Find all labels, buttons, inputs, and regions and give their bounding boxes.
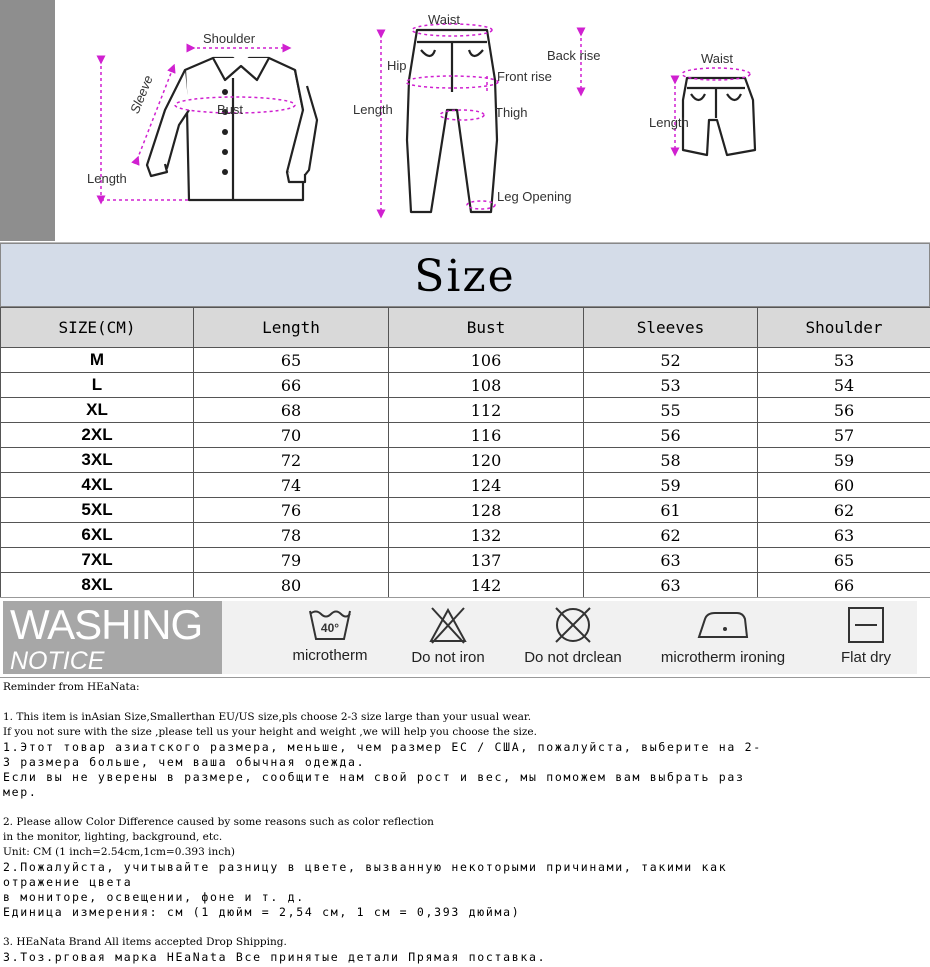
wash-temperature: 40° bbox=[320, 621, 340, 635]
size-cell: L bbox=[1, 373, 194, 398]
bust-cell: 120 bbox=[389, 448, 584, 473]
size-title: Size bbox=[414, 251, 516, 302]
header-bust: Bust bbox=[389, 308, 584, 348]
table-row bbox=[1, 573, 930, 598]
spacer bbox=[3, 920, 928, 935]
length-cell: 70 bbox=[194, 423, 389, 448]
shoulder-cell: 62 bbox=[758, 498, 930, 523]
care-label: microtherm ironing bbox=[660, 649, 786, 666]
shorts-illustration bbox=[683, 78, 755, 155]
shoulder-cell: 60 bbox=[758, 473, 930, 498]
pants-illustration bbox=[407, 30, 497, 212]
size-cell: M bbox=[1, 348, 194, 373]
washing-notice-section bbox=[0, 597, 930, 678]
note-1-en: 1. This item is inAsian Size,Smallerthan EU/US size,pls choose 2-3 size large than your usual wear. bbox=[3, 711, 532, 723]
sleeves-cell: 63 bbox=[584, 573, 758, 598]
bust-cell: 142 bbox=[389, 573, 584, 598]
size-chart-table bbox=[0, 307, 930, 598]
sleeves-cell: 62 bbox=[584, 523, 758, 548]
length-cell: 76 bbox=[194, 498, 389, 523]
wash-40-icon bbox=[307, 605, 353, 643]
note-2-unit: Unit: CM (1 inch=2.54cm,1cm=0.393 inch) bbox=[3, 846, 235, 858]
care-item-wash bbox=[280, 605, 380, 673]
care-label: Do not drclean bbox=[524, 649, 622, 666]
care-icons-strip bbox=[222, 601, 917, 674]
garment-illustrations bbox=[55, 0, 930, 241]
note-3-en: 3. HEaNata Brand All items accepted Drop Shipping. bbox=[3, 936, 287, 948]
length-cell: 66 bbox=[194, 373, 389, 398]
shirt-length-label: Length bbox=[87, 171, 127, 186]
measurement-diagram-section bbox=[0, 0, 930, 243]
length-cell: 74 bbox=[194, 473, 389, 498]
brand-logo bbox=[0, 0, 55, 241]
length-cell: 65 bbox=[194, 348, 389, 373]
care-item-low-iron bbox=[648, 605, 798, 673]
shoulder-cell: 59 bbox=[758, 448, 930, 473]
length-cell: 68 bbox=[194, 398, 389, 423]
spacer bbox=[3, 695, 928, 710]
hip-label: Hip bbox=[387, 58, 407, 73]
header-length: Length bbox=[194, 308, 389, 348]
header-sleeves: Sleeves bbox=[584, 308, 758, 348]
bust-cell: 112 bbox=[389, 398, 584, 423]
note-2-en-cont: in the monitor, lighting, background, etc. bbox=[3, 831, 223, 843]
pants-waist-label: Waist bbox=[428, 12, 461, 27]
pants-length-label: Length bbox=[353, 102, 393, 117]
washing-subtitle: NOTICE bbox=[10, 647, 105, 675]
flat-dry-icon bbox=[846, 605, 886, 645]
note-2-ru-unit: Единица измерения: см (1 дюйм = 2,54 см, 1 см = 0,393 дюйма) bbox=[3, 905, 521, 919]
shoulder-cell: 63 bbox=[758, 523, 930, 548]
table-header-row bbox=[1, 308, 930, 348]
sleeves-cell: 56 bbox=[584, 423, 758, 448]
washing-title: WASHING bbox=[10, 601, 203, 648]
table-row bbox=[1, 523, 930, 548]
shirt-illustration bbox=[147, 58, 317, 200]
leg-opening-label: Leg Opening bbox=[497, 189, 572, 204]
note-3-ru: 3.Тоз.рговая марка HEaNata Все принятые детали Прямая поставка. bbox=[3, 950, 547, 964]
care-label: microtherm bbox=[292, 647, 368, 664]
care-item-no-iron bbox=[398, 605, 498, 673]
length-cell: 79 bbox=[194, 548, 389, 573]
garment-diagrams bbox=[55, 0, 930, 241]
reminder-notes bbox=[3, 680, 928, 965]
sleeves-cell: 52 bbox=[584, 348, 758, 373]
sleeves-cell: 53 bbox=[584, 373, 758, 398]
size-cell: XL bbox=[1, 398, 194, 423]
sleeves-cell: 58 bbox=[584, 448, 758, 473]
shoulder-label: Shoulder bbox=[203, 31, 256, 46]
size-cell: 3XL bbox=[1, 448, 194, 473]
note-2-en: 2. Please allow Color Difference caused by some reasons such as color reflection bbox=[3, 816, 434, 828]
bust-cell: 108 bbox=[389, 373, 584, 398]
bust-cell: 116 bbox=[389, 423, 584, 448]
shoulder-cell: 54 bbox=[758, 373, 930, 398]
length-cell: 80 bbox=[194, 573, 389, 598]
low-iron-icon bbox=[693, 605, 753, 645]
size-cell: 6XL bbox=[1, 523, 194, 548]
note-1-ru-cont: 3 размера больше, чем ваша обычная одежда. bbox=[3, 755, 366, 769]
table-row bbox=[1, 398, 930, 423]
thigh-label: Thigh bbox=[495, 105, 528, 120]
note-1-ru-size-help-cont: мер. bbox=[3, 785, 38, 799]
size-cell: 4XL bbox=[1, 473, 194, 498]
shoulder-cell: 56 bbox=[758, 398, 930, 423]
length-cell: 72 bbox=[194, 448, 389, 473]
care-label: Do not iron bbox=[411, 649, 485, 666]
sleeves-cell: 63 bbox=[584, 548, 758, 573]
sleeves-cell: 55 bbox=[584, 398, 758, 423]
care-label: Flat dry bbox=[840, 649, 891, 666]
reminder-heading: Reminder from HEaNata: bbox=[3, 681, 140, 693]
washing-notice-banner bbox=[3, 601, 222, 674]
size-cell: 2XL bbox=[1, 423, 194, 448]
size-cell: 5XL bbox=[1, 498, 194, 523]
note-1-ru: 1.Этот товар азиатского размера, меньше, чем размер ЕС / США, пожалуйста, выберите на 2- bbox=[3, 740, 762, 754]
sleeves-cell: 59 bbox=[584, 473, 758, 498]
note-2-ru-cont-2: в мониторе, освещении, фоне и т. д. bbox=[3, 890, 305, 904]
shoulder-cell: 57 bbox=[758, 423, 930, 448]
bust-cell: 128 bbox=[389, 498, 584, 523]
table-row bbox=[1, 548, 930, 573]
table-row bbox=[1, 373, 930, 398]
table-row bbox=[1, 423, 930, 448]
shoulder-cell: 66 bbox=[758, 573, 930, 598]
bust-label: Bust bbox=[217, 102, 244, 117]
header-size: SIZE(CM) bbox=[1, 308, 194, 348]
do-not-iron-icon bbox=[428, 605, 468, 645]
do-not-dryclean-icon bbox=[553, 605, 593, 645]
header-shoulder: Shoulder bbox=[758, 308, 930, 348]
back-rise-label: Back rise bbox=[547, 48, 601, 63]
size-cell: 7XL bbox=[1, 548, 194, 573]
sleeve-label: Sleeve bbox=[127, 73, 156, 116]
bust-cell: 137 bbox=[389, 548, 584, 573]
note-1-en-cont: If you not sure with the size ,please tell us your height and weight ,we will help you choose the size. bbox=[3, 726, 537, 738]
table-row bbox=[1, 498, 930, 523]
table-row bbox=[1, 473, 930, 498]
shorts-waist-label: Waist bbox=[701, 51, 734, 66]
note-1-ru-size-help: Если вы не уверены в размере, сообщите нам свой рост и вес, мы поможем вам выбрать раз bbox=[3, 770, 745, 784]
shoulder-cell: 53 bbox=[758, 348, 930, 373]
bust-cell: 132 bbox=[389, 523, 584, 548]
note-2-ru: 2.Пожалуйста, учитывайте разницу в цвете, вызванную некоторыми причинами, такими как bbox=[3, 860, 728, 874]
sleeves-cell: 61 bbox=[584, 498, 758, 523]
front-rise-label: Front rise bbox=[497, 69, 552, 84]
shorts-length-label: Length bbox=[649, 115, 689, 130]
note-2-ru-cont: отражение цвета bbox=[3, 875, 133, 889]
spacer bbox=[3, 800, 928, 815]
care-item-no-dryclean bbox=[512, 605, 634, 673]
bust-cell: 124 bbox=[389, 473, 584, 498]
table-row bbox=[1, 448, 930, 473]
table-row bbox=[1, 348, 930, 373]
care-item-flat-dry bbox=[826, 605, 906, 673]
length-cell: 78 bbox=[194, 523, 389, 548]
shoulder-cell: 65 bbox=[758, 548, 930, 573]
size-cell: 8XL bbox=[1, 573, 194, 598]
bust-cell: 106 bbox=[389, 348, 584, 373]
size-title-bar bbox=[0, 243, 930, 307]
